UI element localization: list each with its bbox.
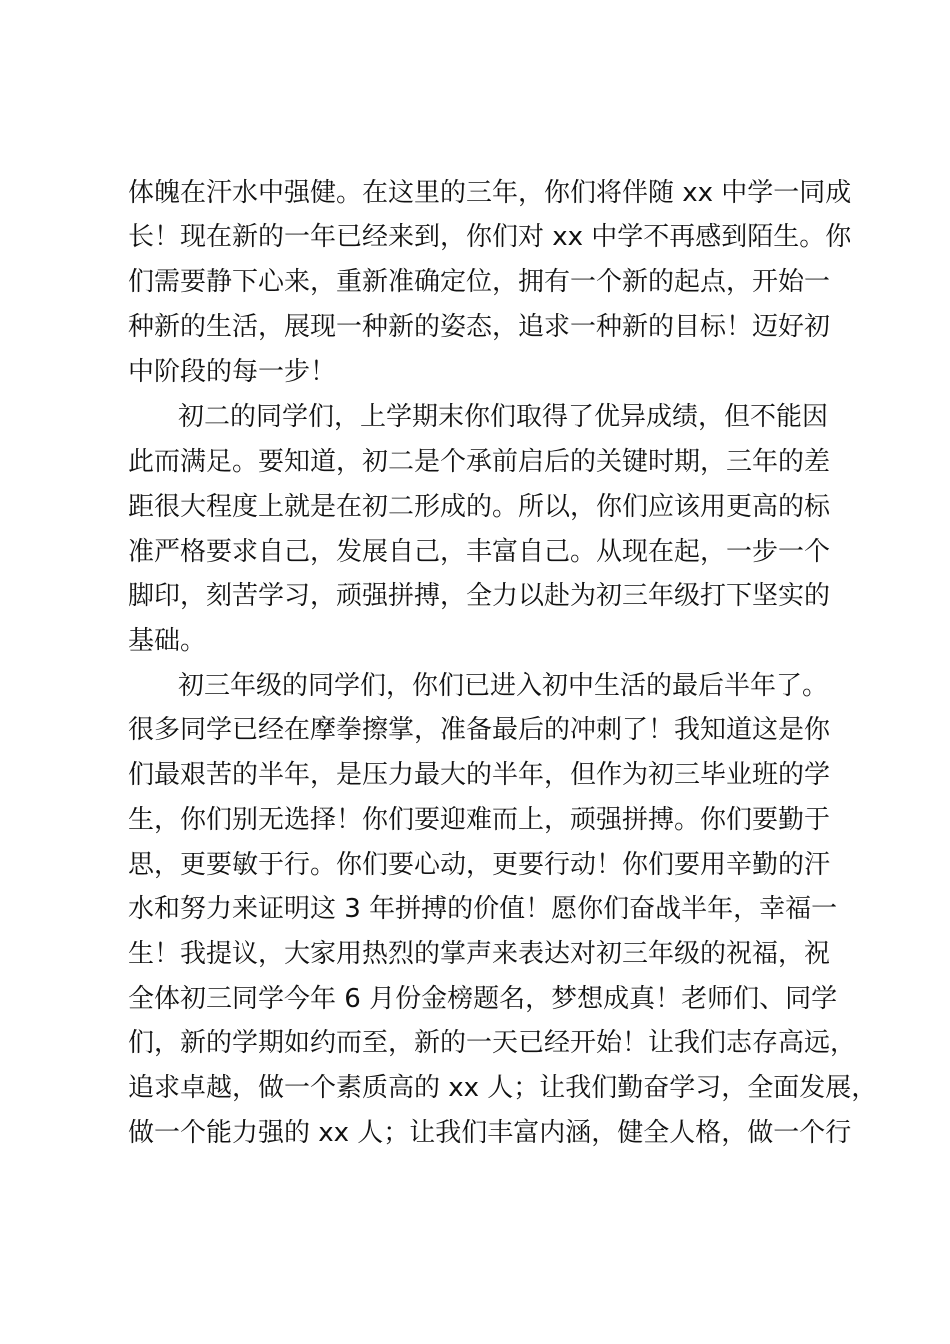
body-text-line: 很多同学已经在摩拳擦掌，准备最后的冲刺了！我知道这是你 — [128, 715, 831, 745]
body-text-line: 们最艰苦的半年，是压力最大的半年，但作为初三毕业班的学 — [128, 760, 831, 790]
paragraph-first-line: 初二的同学们，上学期末你们取得了优异成绩，但不能因 — [178, 402, 829, 432]
body-text-line: 脚印，刻苦学习，顽强拼搏，全力以赴为初三年级打下坚实的 — [128, 581, 831, 611]
body-text-line: 生！我提议，大家用热烈的掌声来表达对初三年级的祝福，祝 — [128, 939, 831, 969]
body-text-line: 基础。 — [128, 626, 207, 656]
body-text-line: 们，新的学期如约而至，新的一天已经开始！让我们志存高远， — [128, 1028, 857, 1058]
body-text-line: 生，你们别无选择！你们要迎难而上，顽强拼搏。你们要勤于 — [128, 805, 831, 835]
body-text-line: 追求卓越，做一个素质高的 xx 人；让我们勤奋学习，全面发展， — [128, 1073, 878, 1103]
body-text-line: 种新的生活，展现一种新的姿态，追求一种新的目标！迈好初 — [128, 312, 831, 342]
paragraph-first-line: 初三年级的同学们，你们已进入初中生活的最后半年了。 — [178, 671, 829, 701]
body-text-line: 全体初三同学今年 6 月份金榜题名，梦想成真！老师们、同学 — [128, 984, 838, 1014]
body-text-line: 此而满足。要知道，初二是个承前启后的关键时期，三年的差 — [128, 447, 831, 477]
body-text-line: 中阶段的每一步！ — [128, 357, 337, 387]
body-text-line: 思，更要敏于行。你们要心动，更要行动！你们要用辛勤的汗 — [128, 850, 831, 880]
body-text-line: 做一个能力强的 xx 人；让我们丰富内涵，健全人格，做一个行 — [128, 1118, 852, 1148]
body-text-line: 水和努力来证明这 3 年拼搏的价值！愿你们奋战半年，幸福一 — [128, 894, 838, 924]
body-text-line: 体魄在汗水中强健。在这里的三年，你们将伴随 xx 中学一同成 — [128, 178, 852, 208]
body-text-line: 们需要静下心来，重新准确定位，拥有一个新的起点，开始一 — [128, 267, 831, 297]
body-text-line: 准严格要求自己，发展自己，丰富自己。从现在起，一步一个 — [128, 537, 831, 567]
body-text-line: 距很大程度上就是在初二形成的。所以，你们应该用更高的标 — [128, 492, 831, 522]
body-text-line: 长！现在新的一年已经来到，你们对 xx 中学不再感到陌生。你 — [128, 222, 852, 252]
